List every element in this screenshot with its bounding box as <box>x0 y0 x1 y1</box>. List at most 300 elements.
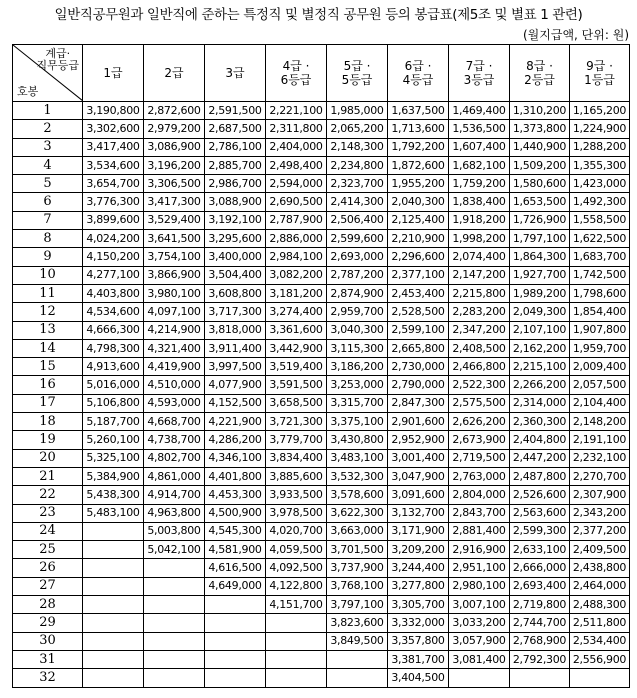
salary-cell <box>144 650 205 668</box>
salary-cell: 3,608,800 <box>205 284 266 302</box>
salary-cell: 3,253,000 <box>327 376 388 394</box>
step-cell: 9 <box>13 248 83 266</box>
step-cell: 4 <box>13 156 83 174</box>
salary-cell: 3,400,000 <box>205 248 266 266</box>
table-row <box>13 577 630 595</box>
table-row <box>13 193 630 211</box>
salary-cell: 2,360,300 <box>510 413 570 431</box>
salary-cell: 4,616,500 <box>205 559 266 577</box>
salary-cell: 4,510,000 <box>144 376 205 394</box>
step-cell: 17 <box>13 394 83 412</box>
salary-cell: 4,593,000 <box>144 394 205 412</box>
salary-cell: 3,181,200 <box>266 284 327 302</box>
salary-cell: 2,522,300 <box>449 376 510 394</box>
salary-cell: 3,091,600 <box>388 486 449 504</box>
salary-cell: 2,148,300 <box>327 138 388 156</box>
salary-cell: 3,911,400 <box>205 339 266 357</box>
step-cell: 3 <box>13 138 83 156</box>
salary-cell: 4,861,000 <box>144 467 205 485</box>
step-cell: 24 <box>13 522 83 540</box>
salary-cell: 2,847,300 <box>388 394 449 412</box>
salary-cell: 4,150,200 <box>83 248 144 266</box>
salary-cell: 4,798,300 <box>83 339 144 357</box>
table-row <box>13 138 630 156</box>
salary-cell: 2,528,500 <box>388 303 449 321</box>
salary-cell <box>205 669 266 687</box>
salary-cell: 3,040,300 <box>327 321 388 339</box>
salary-cell: 2,147,200 <box>449 266 510 284</box>
salary-cell: 2,719,500 <box>449 449 510 467</box>
salary-cell: 3,519,400 <box>266 358 327 376</box>
salary-cell: 2,599,100 <box>388 321 449 339</box>
salary-cell: 3,721,300 <box>266 413 327 431</box>
step-cell: 10 <box>13 266 83 284</box>
salary-cell: 3,933,500 <box>266 486 327 504</box>
salary-cell: 2,221,100 <box>266 102 327 120</box>
salary-cell: 2,162,200 <box>510 339 570 357</box>
salary-cell: 1,536,500 <box>449 120 510 138</box>
salary-cell: 3,088,900 <box>205 193 266 211</box>
salary-cell: 3,622,300 <box>327 504 388 522</box>
step-cell: 30 <box>13 632 83 650</box>
salary-cell: 3,132,700 <box>388 504 449 522</box>
salary-cell: 4,277,100 <box>83 266 144 284</box>
salary-cell: 3,086,900 <box>144 138 205 156</box>
salary-cell: 2,283,200 <box>449 303 510 321</box>
salary-cell: 3,171,900 <box>388 522 449 540</box>
pay-table <box>12 44 630 688</box>
salary-cell: 2,488,300 <box>570 596 630 614</box>
salary-cell: 2,872,600 <box>144 102 205 120</box>
salary-cell: 3,823,600 <box>327 614 388 632</box>
salary-cell: 3,302,600 <box>83 120 144 138</box>
salary-cell: 2,563,600 <box>510 504 570 522</box>
salary-cell: 3,306,500 <box>144 175 205 193</box>
salary-cell: 3,849,500 <box>327 632 388 650</box>
salary-cell: 2,666,000 <box>510 559 570 577</box>
salary-cell: 4,500,900 <box>205 504 266 522</box>
salary-cell: 2,191,100 <box>570 431 630 449</box>
salary-cell: 2,763,000 <box>449 467 510 485</box>
salary-cell: 4,419,900 <box>144 358 205 376</box>
salary-cell: 3,701,500 <box>327 541 388 559</box>
salary-cell: 1,165,200 <box>570 102 630 120</box>
salary-cell: 2,215,800 <box>449 284 510 302</box>
salary-cell: 2,104,400 <box>570 394 630 412</box>
salary-cell <box>83 614 144 632</box>
salary-cell: 5,003,800 <box>144 522 205 540</box>
salary-cell: 3,196,200 <box>144 156 205 174</box>
salary-cell <box>449 669 510 687</box>
salary-cell <box>144 559 205 577</box>
salary-cell: 1,653,500 <box>510 193 570 211</box>
salary-cell: 1,423,000 <box>570 175 630 193</box>
step-cell: 25 <box>13 541 83 559</box>
salary-cell: 1,792,200 <box>388 138 449 156</box>
table-row <box>13 486 630 504</box>
salary-cell: 1,864,300 <box>510 248 570 266</box>
salary-cell: 1,637,500 <box>388 102 449 120</box>
salary-cell: 4,403,800 <box>83 284 144 302</box>
salary-cell <box>205 596 266 614</box>
salary-cell: 2,690,500 <box>266 193 327 211</box>
salary-cell: 2,599,300 <box>510 522 570 540</box>
salary-cell: 3,779,700 <box>266 431 327 449</box>
salary-cell: 2,506,400 <box>327 211 388 229</box>
salary-cell: 5,016,000 <box>83 376 144 394</box>
salary-cell: 3,529,400 <box>144 211 205 229</box>
step-cell: 19 <box>13 431 83 449</box>
salary-cell: 2,792,300 <box>510 650 570 668</box>
salary-cell: 5,384,900 <box>83 467 144 485</box>
salary-cell: 1,998,200 <box>449 230 510 248</box>
grade-header: 8급 · 2등급 <box>510 45 570 102</box>
salary-cell: 4,666,300 <box>83 321 144 339</box>
salary-cell <box>266 650 327 668</box>
salary-cell: 5,106,800 <box>83 394 144 412</box>
salary-cell: 3,534,600 <box>83 156 144 174</box>
table-row <box>13 102 630 120</box>
step-cell: 5 <box>13 175 83 193</box>
salary-cell: 2,498,400 <box>266 156 327 174</box>
salary-cell: 3,404,500 <box>388 669 449 687</box>
salary-cell: 2,719,800 <box>510 596 570 614</box>
salary-cell: 2,343,200 <box>570 504 630 522</box>
salary-cell: 3,375,100 <box>327 413 388 431</box>
salary-cell <box>205 614 266 632</box>
salary-cell: 2,296,600 <box>388 248 449 266</box>
salary-cell: 1,288,200 <box>570 138 630 156</box>
step-cell: 26 <box>13 559 83 577</box>
salary-cell: 3,057,900 <box>449 632 510 650</box>
salary-cell: 3,504,400 <box>205 266 266 284</box>
salary-cell <box>327 650 388 668</box>
grade-header: 4급 · 6등급 <box>266 45 327 102</box>
salary-cell: 2,404,000 <box>266 138 327 156</box>
salary-cell: 3,209,200 <box>388 541 449 559</box>
salary-cell: 4,346,100 <box>205 449 266 467</box>
salary-cell: 3,081,400 <box>449 650 510 668</box>
table-row <box>13 339 630 357</box>
salary-cell <box>83 577 144 595</box>
table-row <box>13 156 630 174</box>
table-row <box>13 266 630 284</box>
salary-cell: 1,558,500 <box>570 211 630 229</box>
salary-cell: 1,682,100 <box>449 156 510 174</box>
salary-cell: 2,687,500 <box>205 120 266 138</box>
salary-cell: 3,244,400 <box>388 559 449 577</box>
header-row <box>13 45 630 102</box>
salary-cell: 3,591,500 <box>266 376 327 394</box>
salary-cell: 4,122,800 <box>266 577 327 595</box>
salary-cell: 4,914,700 <box>144 486 205 504</box>
salary-cell: 3,430,800 <box>327 431 388 449</box>
salary-cell <box>144 669 205 687</box>
salary-cell: 1,726,900 <box>510 211 570 229</box>
salary-cell: 3,442,900 <box>266 339 327 357</box>
salary-cell: 2,787,900 <box>266 211 327 229</box>
salary-cell: 2,307,900 <box>570 486 630 504</box>
salary-cell: 2,232,100 <box>570 449 630 467</box>
page-title: 일반직공무원과 일반직에 준하는 특정직 및 별정직 공무원 등의 봉급표(제5조 및 별표 1 관련) <box>54 7 583 23</box>
salary-cell: 2,874,900 <box>327 284 388 302</box>
salary-cell: 4,401,800 <box>205 467 266 485</box>
salary-cell <box>570 669 630 687</box>
salary-cell: 3,885,600 <box>266 467 327 485</box>
step-cell: 11 <box>13 284 83 302</box>
salary-cell: 1,918,200 <box>449 211 510 229</box>
salary-cell: 3,357,800 <box>388 632 449 650</box>
salary-cell: 2,377,100 <box>388 266 449 284</box>
salary-cell: 1,759,200 <box>449 175 510 193</box>
step-cell: 6 <box>13 193 83 211</box>
salary-cell: 2,804,000 <box>449 486 510 504</box>
salary-cell: 5,325,100 <box>83 449 144 467</box>
salary-cell: 2,626,200 <box>449 413 510 431</box>
step-cell: 22 <box>13 486 83 504</box>
salary-cell: 3,417,300 <box>144 193 205 211</box>
salary-cell: 1,683,700 <box>570 248 630 266</box>
salary-cell: 2,065,200 <box>327 120 388 138</box>
salary-cell: 4,802,700 <box>144 449 205 467</box>
salary-cell: 3,082,200 <box>266 266 327 284</box>
salary-cell: 4,024,200 <box>83 230 144 248</box>
salary-cell: 2,556,900 <box>570 650 630 668</box>
salary-cell: 1,872,600 <box>388 156 449 174</box>
salary-cell: 4,214,900 <box>144 321 205 339</box>
step-cell: 18 <box>13 413 83 431</box>
step-cell: 14 <box>13 339 83 357</box>
salary-cell: 3,768,100 <box>327 577 388 595</box>
salary-cell: 2,693,000 <box>327 248 388 266</box>
salary-cell: 3,578,600 <box>327 486 388 504</box>
salary-cell: 4,913,600 <box>83 358 144 376</box>
grade-header: 5급 · 5등급 <box>327 45 388 102</box>
table-row <box>13 211 630 229</box>
salary-cell: 2,843,700 <box>449 504 510 522</box>
step-cell: 29 <box>13 614 83 632</box>
grade-header: 1급 <box>83 45 144 102</box>
salary-cell: 3,277,800 <box>388 577 449 595</box>
step-cell: 1 <box>13 102 83 120</box>
salary-cell: 2,466,800 <box>449 358 510 376</box>
salary-cell: 2,885,700 <box>205 156 266 174</box>
salary-cell: 4,963,800 <box>144 504 205 522</box>
grade-header: 9급 · 1등급 <box>570 45 630 102</box>
salary-cell: 1,985,000 <box>327 102 388 120</box>
salary-cell: 2,438,800 <box>570 559 630 577</box>
step-cell: 20 <box>13 449 83 467</box>
salary-cell: 2,787,200 <box>327 266 388 284</box>
salary-cell <box>83 596 144 614</box>
salary-cell: 3,190,800 <box>83 102 144 120</box>
salary-cell: 2,464,000 <box>570 577 630 595</box>
salary-cell: 4,097,100 <box>144 303 205 321</box>
salary-cell: 3,754,100 <box>144 248 205 266</box>
table-row <box>13 431 630 449</box>
salary-cell: 3,866,900 <box>144 266 205 284</box>
salary-cell: 1,607,400 <box>449 138 510 156</box>
salary-cell: 3,007,100 <box>449 596 510 614</box>
salary-cell: 2,323,700 <box>327 175 388 193</box>
salary-cell: 2,786,100 <box>205 138 266 156</box>
table-row <box>13 541 630 559</box>
salary-cell: 2,266,200 <box>510 376 570 394</box>
salary-cell: 2,447,200 <box>510 449 570 467</box>
salary-cell: 1,907,800 <box>570 321 630 339</box>
salary-cell: 4,649,000 <box>205 577 266 595</box>
salary-cell: 2,526,600 <box>510 486 570 504</box>
table-row <box>13 413 630 431</box>
salary-cell: 1,989,200 <box>510 284 570 302</box>
salary-cell <box>83 541 144 559</box>
grade-header: 6급 · 4등급 <box>388 45 449 102</box>
salary-cell: 2,673,900 <box>449 431 510 449</box>
salary-cell: 2,959,700 <box>327 303 388 321</box>
salary-cell: 3,658,500 <box>266 394 327 412</box>
step-cell: 2 <box>13 120 83 138</box>
table-row <box>13 449 630 467</box>
salary-cell: 2,347,200 <box>449 321 510 339</box>
salary-cell: 2,744,700 <box>510 614 570 632</box>
step-cell: 12 <box>13 303 83 321</box>
salary-cell: 2,984,100 <box>266 248 327 266</box>
salary-cell: 1,797,100 <box>510 230 570 248</box>
salary-cell: 1,492,300 <box>570 193 630 211</box>
salary-cell: 4,321,400 <box>144 339 205 357</box>
salary-cell: 2,314,000 <box>510 394 570 412</box>
salary-cell: 2,270,700 <box>570 467 630 485</box>
table-row <box>13 358 630 376</box>
salary-cell: 3,305,700 <box>388 596 449 614</box>
salary-cell <box>144 614 205 632</box>
salary-cell: 1,373,800 <box>510 120 570 138</box>
salary-cell: 2,881,400 <box>449 522 510 540</box>
salary-cell: 4,286,200 <box>205 431 266 449</box>
pay-table-body <box>13 102 630 688</box>
table-row <box>13 303 630 321</box>
salary-cell: 2,901,600 <box>388 413 449 431</box>
salary-cell <box>266 632 327 650</box>
salary-cell: 3,641,500 <box>144 230 205 248</box>
salary-cell <box>83 650 144 668</box>
grade-header: 3급 <box>205 45 266 102</box>
table-row <box>13 504 630 522</box>
salary-cell: 2,404,800 <box>510 431 570 449</box>
salary-cell: 2,886,000 <box>266 230 327 248</box>
table-row <box>13 632 630 650</box>
salary-cell: 3,654,700 <box>83 175 144 193</box>
salary-cell: 2,009,400 <box>570 358 630 376</box>
corner-cell <box>13 45 83 102</box>
table-row <box>13 120 630 138</box>
salary-cell: 2,074,400 <box>449 248 510 266</box>
salary-cell: 3,776,300 <box>83 193 144 211</box>
salary-cell: 5,483,100 <box>83 504 144 522</box>
salary-cell: 2,790,000 <box>388 376 449 394</box>
salary-cell: 3,663,000 <box>327 522 388 540</box>
table-row <box>13 321 630 339</box>
step-cell: 21 <box>13 467 83 485</box>
salary-cell: 4,668,700 <box>144 413 205 431</box>
salary-cell: 1,310,200 <box>510 102 570 120</box>
salary-cell: 2,408,500 <box>449 339 510 357</box>
salary-cell: 3,295,600 <box>205 230 266 248</box>
salary-cell: 2,511,800 <box>570 614 630 632</box>
salary-cell: 1,798,600 <box>570 284 630 302</box>
salary-cell: 2,234,800 <box>327 156 388 174</box>
salary-cell: 3,834,400 <box>266 449 327 467</box>
salary-cell: 1,509,200 <box>510 156 570 174</box>
salary-cell: 3,361,600 <box>266 321 327 339</box>
salary-cell: 1,440,900 <box>510 138 570 156</box>
table-row <box>13 376 630 394</box>
salary-cell: 1,580,600 <box>510 175 570 193</box>
salary-cell: 4,534,600 <box>83 303 144 321</box>
salary-cell: 4,151,700 <box>266 596 327 614</box>
salary-cell <box>510 669 570 687</box>
salary-cell: 3,192,100 <box>205 211 266 229</box>
table-row <box>13 175 630 193</box>
salary-cell: 2,210,900 <box>388 230 449 248</box>
salary-cell: 3,332,000 <box>388 614 449 632</box>
salary-cell: 2,768,900 <box>510 632 570 650</box>
salary-cell: 2,599,600 <box>327 230 388 248</box>
salary-cell: 3,737,900 <box>327 559 388 577</box>
salary-cell: 2,148,200 <box>570 413 630 431</box>
salary-cell: 1,854,400 <box>570 303 630 321</box>
salary-cell: 2,107,100 <box>510 321 570 339</box>
salary-cell: 3,315,700 <box>327 394 388 412</box>
salary-cell: 2,952,900 <box>388 431 449 449</box>
salary-cell: 2,534,400 <box>570 632 630 650</box>
salary-cell: 4,738,700 <box>144 431 205 449</box>
salary-cell: 2,591,500 <box>205 102 266 120</box>
salary-cell: 2,377,200 <box>570 522 630 540</box>
salary-cell: 3,483,100 <box>327 449 388 467</box>
table-row <box>13 467 630 485</box>
grade-header: 7급 · 3등급 <box>449 45 510 102</box>
salary-cell: 1,355,300 <box>570 156 630 174</box>
table-row <box>13 559 630 577</box>
salary-cell <box>83 522 144 540</box>
step-cell: 28 <box>13 596 83 614</box>
table-row <box>13 650 630 668</box>
salary-cell: 3,978,500 <box>266 504 327 522</box>
step-cell: 7 <box>13 211 83 229</box>
salary-cell: 2,453,400 <box>388 284 449 302</box>
salary-cell <box>327 669 388 687</box>
salary-cell <box>83 669 144 687</box>
table-row <box>13 284 630 302</box>
salary-cell: 2,487,800 <box>510 467 570 485</box>
salary-cell: 4,152,500 <box>205 394 266 412</box>
salary-cell: 3,997,500 <box>205 358 266 376</box>
salary-cell <box>144 632 205 650</box>
salary-cell <box>144 577 205 595</box>
salary-cell <box>205 632 266 650</box>
salary-cell <box>83 559 144 577</box>
step-cell: 15 <box>13 358 83 376</box>
salary-cell: 2,730,000 <box>388 358 449 376</box>
salary-cell: 4,092,500 <box>266 559 327 577</box>
salary-cell: 3,717,300 <box>205 303 266 321</box>
salary-cell: 3,381,700 <box>388 650 449 668</box>
salary-cell: 2,057,500 <box>570 376 630 394</box>
salary-cell <box>144 596 205 614</box>
salary-cell: 3,899,600 <box>83 211 144 229</box>
salary-cell: 2,040,300 <box>388 193 449 211</box>
